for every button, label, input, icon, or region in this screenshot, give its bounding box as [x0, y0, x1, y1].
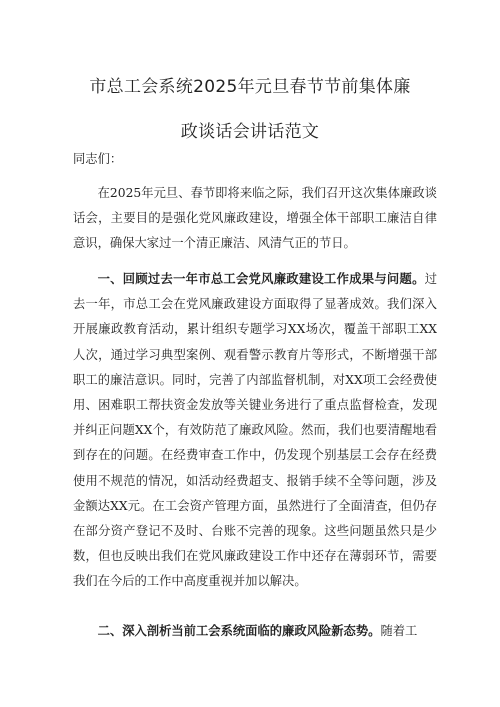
section2-heading: 二、深入剖析当前工会系统面临的廉政风险新态势。: [97, 623, 381, 638]
section1-heading: 一、回顾过去一年市总工会党风廉政建设工作成果与问题。: [97, 271, 425, 286]
section1-paragraph: [73, 266, 437, 595]
opening-paragraph: 在2025年元旦、春节即将来临之际，我们召开这次集体廉政谈话会，主要目的是强化党风廉政建设，增强全体干部职工廉洁自律意识，确保大家过一个清正廉洁、风清气正的节日。: [73, 186, 437, 251]
section2-body: 随着工: [380, 624, 418, 638]
document-title-line2: 政谈话会讲话范文: [180, 122, 320, 142]
salutation: 同志们：: [73, 152, 123, 166]
document-title-line1: 市总工会系统2025年元旦春节节前集体廉: [89, 77, 411, 97]
section1-body: 过去一年，市总工会在党风廉政建设方面取得了显著成效。我们深入开展廉政教育活动，累计组织专题学习XX场次，覆盖干部职工XX人次，通过学习典型案例、观看警示教育片等形式，不断增强干部职工的廉洁意识。同时，完善了内部监督机制，对XX项工会经费使用、困难职工帮扶资金发放等关键业务进行了重点监督检查，发现并纠正问题XX个，有效防范了廉政风险。然而，我们也要清醒地看到存在的问题。在经费审查工作中，仍发现个别基层工会存在经费使用不规范的情况，如活动经费超支、报销手续不全等问题，涉及金额达XX元。在工会资产管理方面，虽然进行了全面清查，但仍存在部分资产登记不及时、台账不完善的现象。这些问题虽然只是少数，但也反映出我们在党风廉政建设工作中还存在薄弱环节，需要我们在今后的工作中高度重视并加以解决。: [73, 272, 437, 589]
section2-paragraph: [73, 618, 437, 644]
